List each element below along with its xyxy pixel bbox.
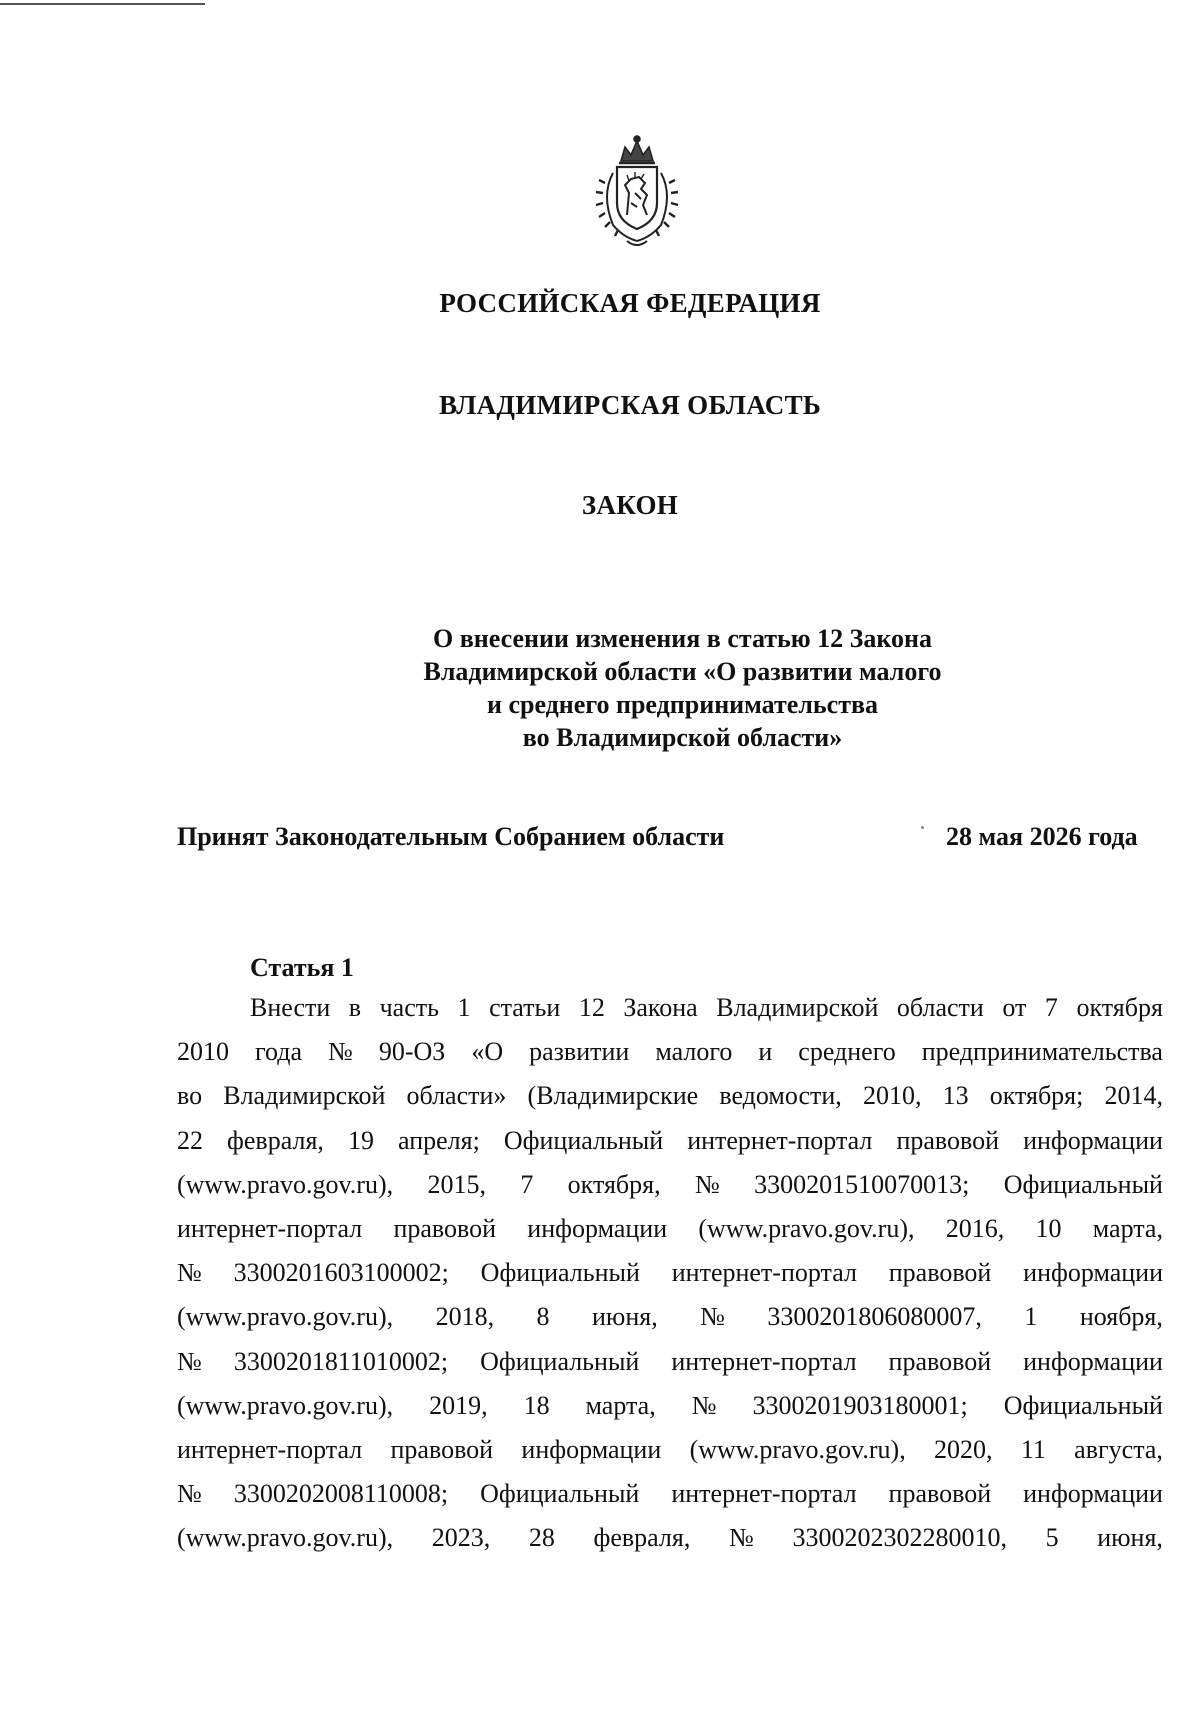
article-word: предпринимательства bbox=[921, 1037, 1163, 1067]
article-word: 1 bbox=[1024, 1302, 1038, 1332]
coat-of-arms-emblem bbox=[591, 133, 683, 251]
article-word: 19 bbox=[347, 1125, 374, 1155]
article-word: 2019, bbox=[429, 1390, 488, 1420]
article-word: 28 bbox=[528, 1523, 555, 1553]
article-word: 3300202302280010, bbox=[792, 1523, 1007, 1553]
article-word: Закона bbox=[623, 993, 698, 1022]
article-word: интернет-портал bbox=[671, 1346, 857, 1376]
article-word: (www.pravo.gov.ru), bbox=[177, 1523, 394, 1553]
article-text-line bbox=[177, 1479, 1163, 1509]
article-word: 5 bbox=[1045, 1523, 1059, 1553]
article-word: 22 bbox=[177, 1125, 203, 1155]
article-word: 3300202008110008; bbox=[233, 1479, 449, 1509]
article-word: среднего bbox=[798, 1037, 896, 1067]
article-word: правовой bbox=[390, 1435, 494, 1464]
article-word: октября; bbox=[989, 1081, 1084, 1111]
adoption-date: 28 мая 2026 года bbox=[946, 822, 1138, 851]
article-text-line bbox=[177, 1391, 1163, 1421]
law-title-line: и среднего предпринимательства bbox=[486, 690, 879, 719]
article-word: октября bbox=[1076, 993, 1163, 1022]
article-word: июня, bbox=[1097, 1523, 1163, 1553]
article-word: 12 bbox=[578, 993, 605, 1022]
article-word: информации bbox=[1023, 1346, 1163, 1376]
article-word: года bbox=[255, 1037, 303, 1067]
article-word: марта, bbox=[585, 1390, 656, 1420]
article-word: 3300201603100002; bbox=[233, 1258, 449, 1288]
article-word: 2014, bbox=[1104, 1081, 1163, 1111]
article-word: развитии bbox=[529, 1037, 630, 1067]
article-text-line bbox=[177, 1170, 1163, 1200]
article-word: 3300201510070013; bbox=[754, 1169, 970, 1199]
article-word: (Владимирские bbox=[527, 1081, 699, 1111]
article-word: № bbox=[328, 1037, 353, 1067]
article-word: Внести bbox=[250, 993, 331, 1022]
article-word: информации bbox=[521, 1435, 662, 1464]
article-word: Официальный bbox=[1003, 1390, 1163, 1420]
document-type-heading: ЗАКОН bbox=[581, 490, 679, 520]
article-word: № bbox=[700, 1302, 725, 1332]
article-word: ноября, bbox=[1079, 1302, 1163, 1332]
article-word: (www.pravo.gov.ru), bbox=[698, 1214, 915, 1243]
article-word: марта, bbox=[1092, 1214, 1163, 1243]
article-text-line bbox=[177, 1037, 1163, 1067]
article-word: информации bbox=[527, 1214, 668, 1243]
article-word: (www.pravo.gov.ru), bbox=[689, 1435, 906, 1464]
article-word: Официальный bbox=[480, 1479, 640, 1509]
law-title-line: О внесении изменения в статью 12 Закона bbox=[432, 624, 933, 653]
article-word: малого bbox=[655, 1037, 733, 1067]
article-word: 2020, bbox=[934, 1435, 993, 1464]
article-text-line bbox=[177, 1214, 1163, 1244]
article-word: и bbox=[758, 1037, 773, 1067]
article-word: 3300201811010002; bbox=[233, 1346, 449, 1376]
article-word: правовой bbox=[888, 1346, 992, 1376]
article-word: 2010, bbox=[862, 1081, 922, 1111]
article-word: № bbox=[177, 1258, 202, 1288]
article-word: 10 bbox=[1035, 1214, 1062, 1243]
article-word: июня, bbox=[591, 1302, 658, 1332]
article-word: февраля, bbox=[227, 1125, 324, 1155]
article-word: 90-ОЗ bbox=[378, 1037, 446, 1067]
scan-speck bbox=[921, 826, 924, 829]
article-word: 7 bbox=[1044, 993, 1058, 1022]
article-text-line bbox=[177, 1435, 1163, 1465]
article-word: 18 bbox=[523, 1390, 550, 1420]
article-word: 8 bbox=[536, 1302, 550, 1332]
article-text-line bbox=[177, 1347, 1163, 1377]
article-word: № bbox=[691, 1390, 717, 1420]
article-word: 2018, bbox=[435, 1302, 495, 1332]
article-word: № bbox=[729, 1523, 754, 1553]
article-text-line bbox=[177, 1258, 1163, 1288]
article-word: Владимирской bbox=[223, 1081, 386, 1111]
article-word: «О bbox=[471, 1037, 504, 1067]
article-word: 2015, bbox=[427, 1169, 486, 1199]
article-word: 1 bbox=[457, 993, 471, 1022]
law-title-line: Владимирской области «О развитии малого bbox=[423, 657, 942, 686]
article-text-line bbox=[177, 1523, 1163, 1553]
article-word: часть bbox=[379, 993, 439, 1022]
article-word: № bbox=[177, 1479, 202, 1509]
article-word: августа, bbox=[1074, 1435, 1163, 1464]
article-word: правовой bbox=[888, 1258, 992, 1288]
article-word: интернет-портал bbox=[671, 1479, 857, 1509]
article-word: области bbox=[896, 993, 984, 1022]
article-heading: Статья 1 bbox=[250, 953, 354, 982]
article-text-line bbox=[177, 1081, 1163, 1111]
article-word: 2023, bbox=[431, 1523, 491, 1553]
article-word: 11 bbox=[1020, 1435, 1046, 1464]
article-word: интернет-портал bbox=[177, 1435, 363, 1464]
article-word: ведомости, bbox=[719, 1081, 842, 1111]
article-word: правовой bbox=[888, 1479, 992, 1509]
article-word: 2016, bbox=[945, 1214, 1005, 1243]
article-word: статьи bbox=[489, 993, 561, 1022]
article-text-line bbox=[250, 993, 1163, 1023]
article-word: Владимирской bbox=[716, 993, 879, 1022]
article-word: № bbox=[177, 1346, 202, 1376]
article-word: Официальный bbox=[480, 1258, 640, 1288]
region-heading: ВЛАДИМИРСКАЯ ОБЛАСТЬ bbox=[438, 390, 822, 420]
federation-heading: РОССИЙСКАЯ ФЕДЕРАЦИЯ bbox=[439, 288, 821, 318]
law-title-line: во Владимирской области» bbox=[522, 723, 843, 752]
article-word: 3300201806080007, bbox=[767, 1302, 982, 1332]
article-word: правовой bbox=[393, 1214, 497, 1243]
article-word: области» bbox=[406, 1081, 507, 1111]
article-word: интернет-портал bbox=[177, 1214, 363, 1243]
scan-edge-line bbox=[0, 3, 205, 5]
article-word: № bbox=[694, 1169, 720, 1199]
article-word: интернет-портал bbox=[671, 1258, 857, 1288]
article-text-line bbox=[177, 1302, 1163, 1332]
article-word: (www.pravo.gov.ru), bbox=[177, 1169, 394, 1199]
article-word: 13 bbox=[942, 1081, 969, 1111]
law-title bbox=[340, 622, 1025, 754]
article-word: 2010 bbox=[177, 1037, 229, 1067]
article-word: 3300201903180001; bbox=[752, 1390, 968, 1420]
article-text-line bbox=[177, 1126, 1163, 1156]
article-word: Официальный bbox=[480, 1346, 640, 1376]
article-word: (www.pravo.gov.ru), bbox=[177, 1390, 394, 1420]
article-word: октября, bbox=[567, 1169, 661, 1199]
article-word: в bbox=[348, 993, 362, 1022]
article-word: информации bbox=[1023, 1125, 1163, 1155]
article-word: Официальный bbox=[503, 1125, 664, 1155]
article-word: правовой bbox=[896, 1125, 1000, 1155]
article-word: интернет-портал bbox=[687, 1125, 873, 1155]
article-word: (www.pravo.gov.ru), bbox=[177, 1302, 394, 1332]
article-word: 7 bbox=[520, 1169, 534, 1199]
article-word: от bbox=[1002, 993, 1027, 1022]
article-word: во bbox=[177, 1081, 203, 1111]
article-word: информации bbox=[1023, 1258, 1163, 1288]
article-word: информации bbox=[1023, 1479, 1163, 1509]
article-word: Официальный bbox=[1003, 1169, 1163, 1199]
article-word: апреля; bbox=[398, 1125, 480, 1155]
adopted-by-label: Принят Законодательным Собранием области bbox=[177, 822, 725, 851]
article-word: февраля, bbox=[593, 1523, 691, 1553]
